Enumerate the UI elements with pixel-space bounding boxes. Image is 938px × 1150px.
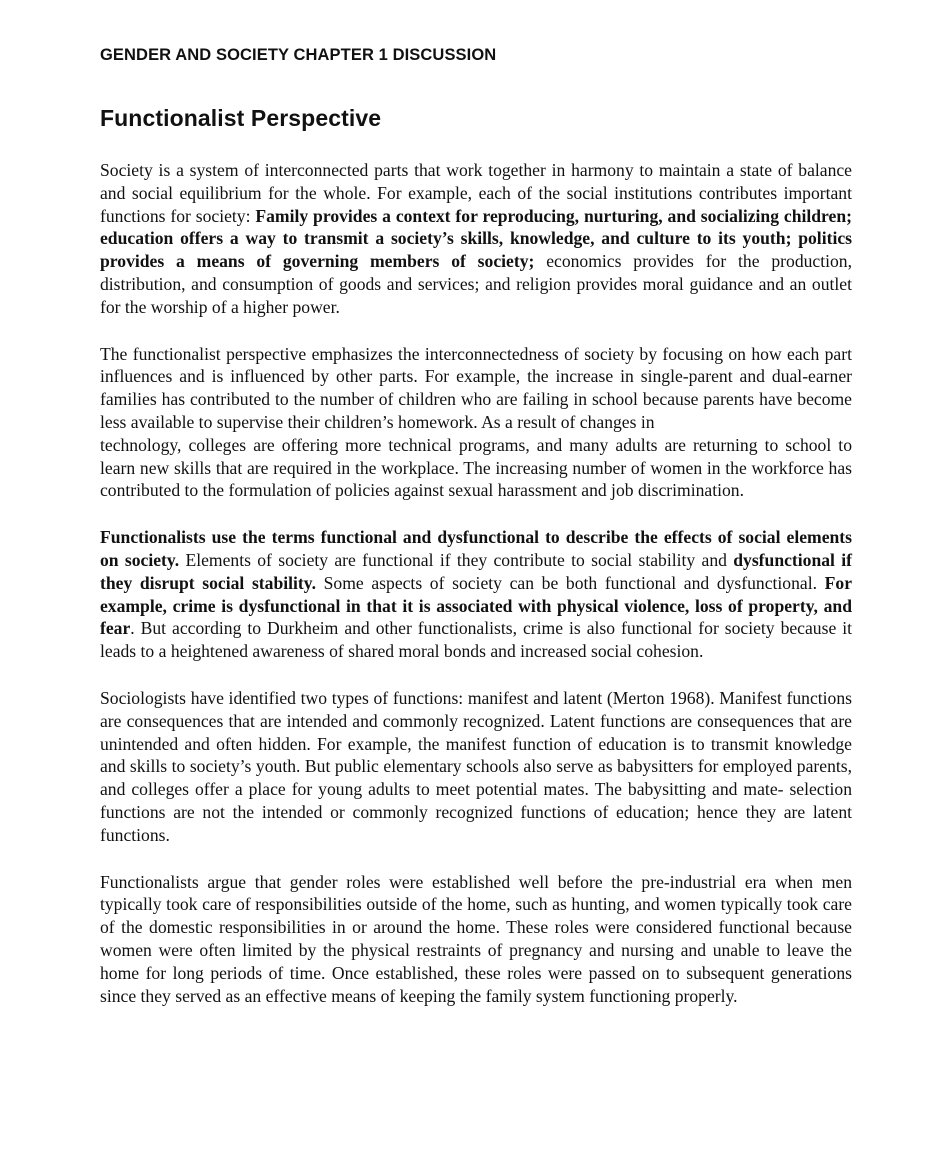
paragraph-3: [100, 526, 852, 663]
paragraph-2-part-1: The functionalist perspective emphasizes the interconnectedness of society by focusing on how each part influences and is influenced by other parts. For example, the increase in single-parent and dual-earner families has contributed to the number of children who are failing in school because parents have become less available to supervise their children’s homework. As a result of changes in: [100, 343, 852, 432]
paragraph-3-bold-3: For example, crime is dysfunctional in that it is associated with physical violence, loss of property, and fear: [100, 572, 853, 639]
paragraph-3-bold-2: dysfunctional if they disrupt social stability.: [100, 549, 852, 593]
paragraph-1: [100, 159, 852, 319]
document-page: [100, 44, 852, 1007]
paragraph-1-bold-1: Family provides a context for reproducing, nurturing, and socializing children; education offers a way to transmit a society’s skills, knowledge, and culture to its youth; politics provides a means of governing members of society;: [100, 205, 852, 272]
paragraph-1-text-1: Society is a system of interconnected parts that work together in harmony to maintain a state of balance and social equilibrium for the whole. For example, each of the social institutions contributes important functions for society:: [100, 160, 852, 226]
paragraph-3-text-2: Some aspects of society can be both functional and dysfunctional.: [316, 572, 825, 593]
paragraph-3-text-1: Elements of society are functional if they contribute to social stability and: [179, 549, 734, 570]
paragraph-1-text-2: economics provides for the production, distribution, and consumption of goods and services; and religion provides moral guidance and an outlet for the worship of a higher power.: [100, 251, 852, 317]
paragraph-4: Sociologists have identified two types of functions: manifest and latent (Merton 1968). Manifest functions are consequences that are intended and commonly recognized. Latent functions are consequences that are unintended and often hidden. For example, the manifest function of education is to transmit knowledge and skills to society’s youth. But public elementary schools also serve as babysitters for employed parents, and colleges offer a place for young adults to meet potential mates. The babysitting and mate- selection functions are not the intended or commonly recognized functions of education; hence they are latent functions.: [100, 687, 852, 845]
paragraph-3-bold-1: Functionalists use the terms functional and dysfunctional to describe the effects of social elements on society.: [100, 527, 852, 570]
section-title: Functionalist Perspective: [100, 105, 382, 131]
paragraph-2-part-2: technology, colleges are offering more technical programs, and many adults are returning to school to learn new skills that are required in the workplace. The increasing number of women in the workforce has contributed to the formulation of policies against sexual harassment and job discrimination.: [100, 434, 852, 501]
document-header: GENDER AND SOCIETY CHAPTER 1 DISCUSSION: [100, 46, 497, 64]
paragraph-3-text-3: . But according to Durkheim and other functionalists, crime is also functional for society because it leads to a heightened awareness of shared moral bonds and increased social cohesion.: [100, 618, 852, 662]
paragraph-5: Functionalists argue that gender roles were established well before the pre-industrial era when men typically took care of responsibilities outside of the home, such as hunting, and women typically took care of the domestic responsibilities in or around the home. These roles were considered functional because women were often limited by the physical restraints of pregnancy and nursing and unable to leave the home for long periods of time. Once established, these roles were passed on to subsequent generations since they served as an effective means of keeping the family system functioning properly.: [100, 871, 852, 1006]
